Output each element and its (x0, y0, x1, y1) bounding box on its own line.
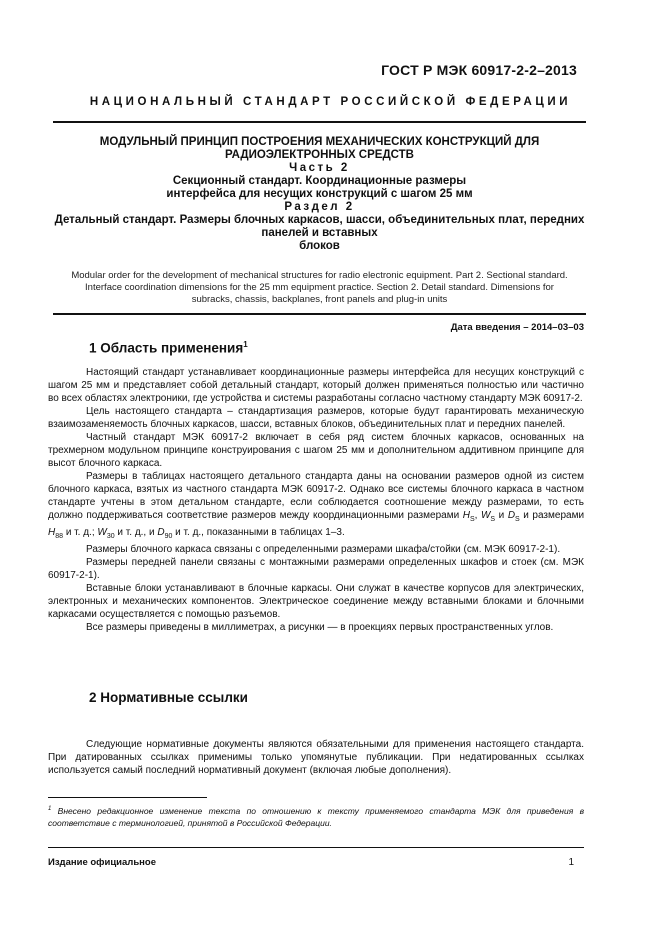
page-number: 1 (568, 857, 574, 868)
section-2-heading: 2 Нормативные ссылки (89, 690, 248, 705)
bottom-rule (48, 847, 584, 848)
s1-p4-mid2: и размерами (523, 510, 585, 521)
footnote-rule (48, 797, 207, 798)
top-rule (53, 121, 586, 123)
s1-paragraph-3: Частный стандарт МЭК 60917-2 включает в себя ряд систем блочных каркасов, основанных на трехмерном модульном принципе конструирования с шагом 25 мм и дополнительном аддитивном принципе для высот блочного каркаса. (48, 432, 584, 469)
section-1-heading-text: 1 Область применения (89, 340, 244, 356)
footnote-text: Внесено редакционное изменение текста по отношению к тексту применяемого стандарта МЭК для приведения в соответствие с терминологией, принятой в Российской Федерации. (48, 805, 584, 828)
middle-rule (53, 313, 586, 315)
footnote (48, 803, 584, 829)
official-edition-label: Издание официальное (48, 857, 156, 868)
s1-p4-start: Размеры в таблицах настоящего детального стандарта даны на основании размеров одной из систем блочного каркаса, взятых из частного стандарта МЭК 60917-2. Однако все системы блочного каркаса в частном стандарте учтены в этом детальном стандарте, если соблюдается соотношение между размерами, то есть должно поддерживаться соответствие размеров между координационными размерами (48, 471, 584, 521)
s1-paragraph-8: Все размеры приведены в миллиметрах, а рисунки — в проекциях первых пространственных углов. (86, 622, 554, 633)
section-1-heading (89, 340, 248, 356)
section-1-footnote-mark: 1 (243, 340, 248, 349)
section-2-body (48, 738, 584, 777)
english-title-line-1: Modular order for the development of mechanical structures for radio electronic equipment. Part 2. Sectional standard. (71, 270, 568, 281)
s2-paragraph-1: Следующие нормативные документы являются обязательными для применения настоящего стандарта. При датированных ссылках применимы только упомянутые публикации. При недатированных ссылках используется самый последний нормативный документ (включая любые дополнения). (48, 739, 584, 776)
section-1-body (48, 366, 584, 634)
s1-paragraph-2: Цель настоящего стандарта – стандартизация размеров, которые будут гарантировать механическую взаимозаменяемость блочных каркасов, шасси, вставных блоков, объединительных плат и передних панелей. (48, 406, 584, 430)
detail-line-1: Детальный стандарт. Размеры блочных каркасов, шасси, объединительных плат, передних (54, 214, 585, 226)
sectional-line-1: Секционный стандарт. Координационные размеры (172, 175, 467, 187)
english-title-line-2: Interface coordination dimensions for the 25 mm equipment practice. Section 2. Detail standard. Dimensions for (85, 282, 554, 293)
title-block (48, 136, 591, 253)
detail-line-2: панелей и вставных (261, 227, 378, 239)
s1-paragraph-6: Размеры передней панели связаны с монтажными размерами определенных шкафов и стоек (см. МЭК 60917-2-1). (48, 557, 584, 581)
sectional-line-2: интерфейса для несущих конструкций с шагом 25 мм (166, 188, 473, 200)
standard-code: ГОСТ Р МЭК 60917-2-2–2013 (381, 62, 577, 78)
s1-paragraph-4: Размеры в таблицах настоящего детального стандарта даны на основании размеров одной из систем блочного каркаса, взятых из частного стандарта МЭК 60917-2. Однако все системы блочного каркаса в частном стандарте учтены в этом детальном стандарте, если соблюдается соотношение между размерами, то есть должно поддерживаться соответствие размеров между координационными размерами $H_S$, $W_S$ и $D_S$ и размерами $H_{88}$ и т. д.; $W_{30}$ и т. д., и $D_{90}$ и т. д., показанными в таблицах 1–3. (48, 471, 585, 540)
s1-paragraph-7: Вставные блоки устанавливают в блочные каркасы. Они служат в качестве корпусов для электрических, электронных и механических компонентов. Электрическое соединение между вставными блоками и блочными каркасами осуществляется с помощью разъемов. (48, 583, 584, 620)
english-title (48, 270, 591, 306)
s1-paragraph-5: Размеры блочного каркаса связаны с определенными размерами шкафа/стойки (см. МЭК 60917-2-1). (86, 544, 561, 555)
national-standard-banner: НАЦИОНАЛЬНЫЙ СТАНДАРТ РОССИЙСКОЙ ФЕДЕРАЦИИ (89, 96, 572, 108)
section-label: Раздел 2 (284, 201, 355, 213)
english-title-line-3: subracks, chassis, backplanes, front panels and plug-in units (191, 294, 448, 305)
s1-p4-mid4: и т. д., и (117, 527, 155, 538)
s1-p4-end: и т. д., показанными в таблицах 1–3. (175, 527, 345, 538)
footnote-mark: 1 (48, 806, 52, 812)
part-label: Часть 2 (289, 162, 350, 174)
introduction-date: Дата введения – 2014–03–03 (450, 322, 584, 333)
detail-line-3: блоков (299, 240, 340, 252)
s1-p4-mid1: и (498, 510, 505, 521)
s1-p4-mid3: и т. д.; (65, 527, 95, 538)
title-line-2: РАДИОЭЛЕКТРОННЫХ СРЕДСТВ (225, 149, 414, 161)
s1-paragraph-1: Настоящий стандарт устанавливает координационные размеры интерфейса для несущих конструкций с шагом 25 мм и представляет собой детальный стандарт, который должен применяться полностью или частично во всех областях электроники, где устройства и системы разработаны согласно частному стандарту МЭК 60917-2. (48, 367, 584, 404)
title-line-1: МОДУЛЬНЫЙ ПРИНЦИП ПОСТРОЕНИЯ МЕХАНИЧЕСКИХ КОНСТРУКЦИЙ ДЛЯ (99, 136, 540, 148)
